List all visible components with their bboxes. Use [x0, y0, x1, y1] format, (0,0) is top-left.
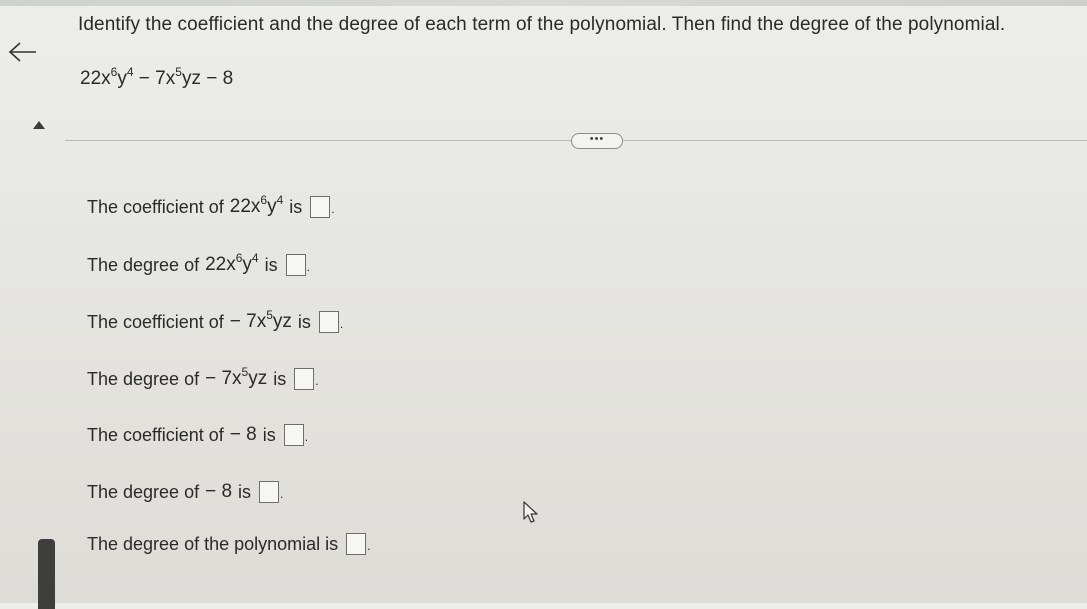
question-row-6: [87, 481, 283, 503]
mouse-pointer-icon: [522, 500, 540, 524]
term-coef: − 7x: [229, 311, 267, 332]
term-var: y: [242, 254, 252, 275]
top-strip: [0, 0, 1087, 6]
row-1-is: is: [289, 196, 303, 217]
row-2-term: [205, 251, 259, 276]
term-var: yz: [272, 311, 292, 332]
poly-operator-2: −: [200, 68, 223, 89]
back-arrow-icon[interactable]: [6, 40, 38, 64]
row-2-label: The degree of: [87, 254, 200, 275]
question-row-4: [87, 365, 319, 390]
answer-box-degree-polynomial[interactable]: [346, 533, 366, 555]
term-exp: 4: [276, 193, 284, 207]
triangle-up-icon[interactable]: [32, 120, 46, 130]
row-7-label: The degree of the polynomial is: [87, 533, 339, 554]
answer-box-coef-term-3[interactable]: [284, 424, 304, 446]
row-5-label: The coefficient of: [87, 424, 224, 445]
question-row-3: [87, 308, 344, 333]
row-7-period: .: [367, 539, 371, 553]
answer-box-coef-term-1[interactable]: [310, 196, 330, 218]
question-row-1: [87, 193, 335, 218]
row-6-term: − 8: [205, 481, 233, 502]
row-3-term: [229, 308, 292, 333]
question-row-5: [87, 424, 308, 446]
poly-term-1-coef: 22x: [80, 68, 111, 89]
row-3-period: .: [339, 317, 344, 331]
question-prompt: Identify the coefficient and the degree of each term of the polynomial. Then find the degree of the polynomial.: [78, 14, 1006, 35]
term-exp: 4: [251, 251, 259, 265]
term-exp: 6: [260, 193, 268, 207]
row-2-period: .: [306, 260, 310, 274]
question-row-7: [87, 533, 371, 555]
poly-term-1-var-y: y: [117, 68, 127, 89]
poly-term-3: 8: [222, 68, 234, 89]
row-6-period: .: [280, 487, 284, 501]
row-6-is: is: [238, 481, 252, 502]
polynomial-expression: [80, 65, 234, 90]
more-options-button[interactable]: •••: [571, 133, 623, 149]
answer-box-degree-term-1[interactable]: [286, 254, 306, 276]
row-3-is: is: [297, 311, 311, 332]
row-4-term: [205, 365, 268, 390]
row-5-period: .: [304, 430, 309, 444]
poly-term-2-coef: 7x: [155, 68, 176, 89]
row-1-period: .: [331, 202, 335, 216]
row-3-label: The coefficient of: [87, 311, 224, 332]
poly-operator-1: −: [133, 68, 156, 89]
row-1-term: [229, 193, 284, 218]
question-row-2: [87, 251, 310, 276]
poly-term-2-vars: yz: [181, 68, 201, 89]
poly-term-1: [80, 65, 134, 89]
term-var: yz: [248, 368, 268, 389]
term-exp: 5: [266, 308, 273, 322]
row-4-is: is: [273, 368, 287, 389]
term-var: y: [267, 196, 277, 217]
answer-box-degree-term-2[interactable]: [294, 368, 314, 390]
answer-box-coef-term-2[interactable]: [319, 311, 339, 333]
scrollbar-handle[interactable]: [38, 539, 55, 609]
row-5-term: − 8: [229, 424, 257, 445]
poly-term-2-exp-x: 5: [175, 65, 182, 79]
row-5-is: is: [262, 424, 276, 445]
term-exp: 6: [235, 251, 243, 265]
poly-term-2: [155, 65, 201, 89]
term-coef: − 7x: [205, 368, 242, 389]
row-4-label: The degree of: [87, 368, 200, 389]
row-2-is: is: [264, 254, 278, 275]
row-4-period: .: [315, 374, 319, 388]
row-1-label: The coefficient of: [87, 196, 224, 217]
term-coef: 22x: [229, 196, 261, 217]
answer-box-degree-term-3[interactable]: [259, 481, 279, 503]
poly-term-1-exp-y: 4: [126, 65, 134, 79]
row-6-label: The degree of: [87, 481, 200, 502]
term-coef: 22x: [205, 254, 236, 275]
term-exp: 5: [241, 365, 249, 379]
poly-term-1-exp-x: 6: [110, 65, 118, 79]
